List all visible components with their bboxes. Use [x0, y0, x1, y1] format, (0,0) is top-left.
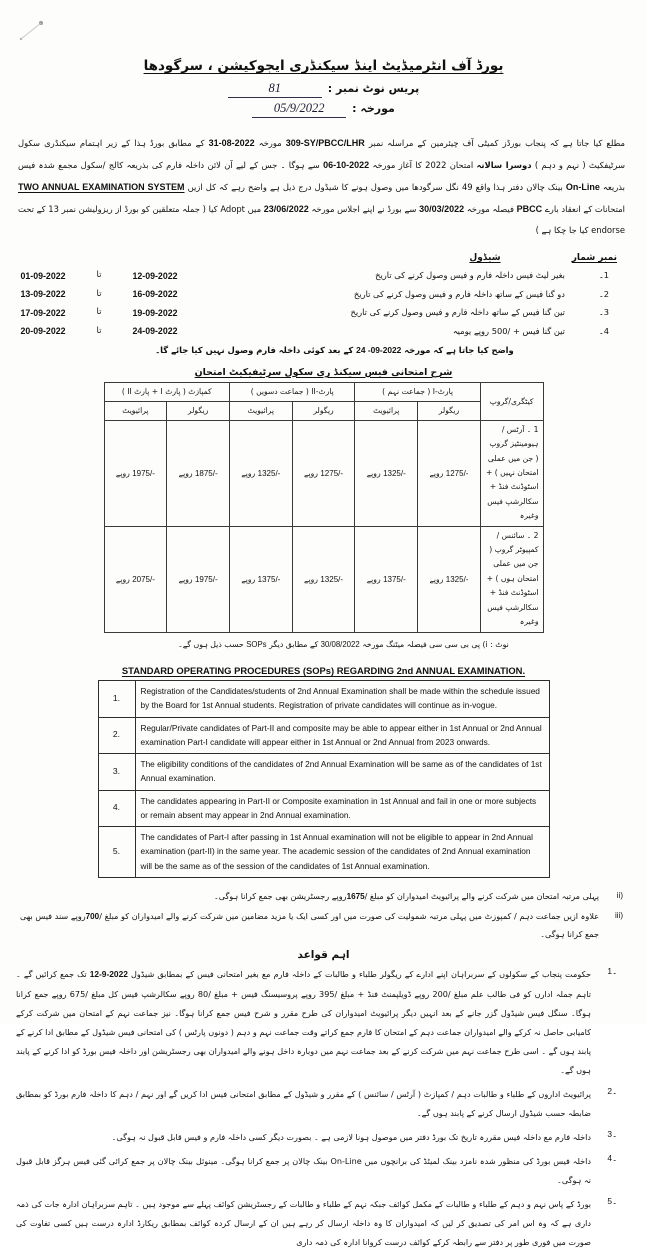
- sop-row: [98, 754, 549, 791]
- footnote-date: 30/08/2022: [320, 639, 360, 649]
- fee-cell-p2-private: [229, 526, 292, 632]
- sop-row-text: The eligibility conditions of the candidates of 2nd Annual Examination will be same as of the candidates of 1st Annual examination.: [135, 754, 549, 791]
- fee-cell-p1-private: [355, 526, 418, 632]
- fee-cell-comp-regular: [167, 526, 230, 632]
- rule-item: [16, 1128, 625, 1147]
- schedule-header-row: [0, 253, 617, 263]
- roman-note-text-a: علاوہ ازیں جماعت دہم / کمپوزٹ میں پہلی مرتبہ شمولیت کی صورت میں اور کسی ایک یا مزید مضامین میں شرکت کرنے والے امیدواران کو مبلغ /: [99, 910, 599, 921]
- rule-item: [16, 965, 625, 1080]
- fee-cell-p1-regular: [418, 420, 481, 526]
- fee-table: [104, 382, 544, 633]
- press-note-number: 81: [228, 81, 322, 98]
- roman-note: [20, 908, 623, 943]
- fee-table-header-row-1: [104, 382, 543, 401]
- schedule-row-from: 20-09-2022: [20, 326, 66, 337]
- schedule-row-description: دو گنا فیس کے ساتھ داخلہ فارم و فیس وصول کرنے کی تاریخ: [353, 288, 565, 299]
- fee-amount: 1275/-: [445, 468, 469, 478]
- rule-number: 3۔: [607, 1128, 617, 1139]
- date-label: مورخہ :: [352, 102, 395, 115]
- fee-cell-p2-private: [229, 420, 292, 526]
- roman-note-amount: 1675: [346, 891, 365, 901]
- intro-line2-a: امتحان 2022 کا آغاز مورخہ: [372, 160, 474, 171]
- schedule-deadline-note: [0, 345, 617, 355]
- exam-start-date: 06-10-2022: [323, 160, 370, 171]
- schedule-row-description: بغیر لیٹ فیس داخلہ فارم و فیس وصول کرنے کی تاریخ: [375, 270, 565, 281]
- roman-note-body: [20, 908, 599, 943]
- fee-amount: 1325/-: [320, 574, 344, 584]
- fee-table-title: شرح امتحانی فیس سیکنڈ ری سکول سرٹیفیکیٹ امتحان: [194, 366, 453, 378]
- schedule-row: [0, 322, 617, 340]
- fee-table-row: [104, 526, 543, 632]
- fee-amount: 1975/-: [194, 574, 218, 584]
- pbcc-letter-date: 31-08-2022: [208, 138, 255, 148]
- press-note-number-row: [224, 81, 424, 98]
- schedule-row-number: 3۔: [598, 307, 609, 318]
- sop-row-number: 2.: [98, 717, 135, 754]
- rule-text-b: تک جمع کرائیں گے ۔ تاہم جملہ ادارں کو فی طالب علم مبلغ /200 روپے ڈویلپمنٹ فنڈ + مبلغ /395 روپے پروسیسنگ فیس + مبلغ /80 روپے سکالرشپ فیس کل مبلغ /675 روپے جمع کرانا ہوگا۔ سنگل فیس شیڈول گزر جانے کے بعد انہیں دیگر پرائیویٹ امیدواران کی طرح مقرر و شرح فیس جمع کرانا ہوگا۔ نیز جماعت نہم کے امتحان میں شرکت کرکے کامیابی حاصل نہ کرکے والے امیدواران جماعت دہم کے امتحان کا فارم جمع کراتے وقت جماعت نہم و دہم ( دونوں پارٹس ) کی امتحانی فیس شیڈول کے مطابق ادا کرنے کے پابند ہوں گے ۔ اسی طرح جماعت نہم میں شرکت کرنے کے بعد جماعت نہم میں دوبارہ داخل ہونے والے امیدواران بھی رجسٹریشن اور داخلہ فیس بورڈ کو ادا کرنے کے پابند ہوں گے۔: [16, 968, 591, 1075]
- rule-text: بورڈ کے پاس نہم و دہم کے طلباء و طالبات کے مکمل کوائف جبکہ نہم کے طلباء و طالبات کے رجسٹریشن کوائف پہلے سے موجود ہیں ۔ تاہم سربراہان ادارہ جات کی ذمہ داری ہے کہ وہ اس امر کی تصدیق کر لیں کہ امیدواران کا وہ داخلہ ارسال کر رہے ہیں ان کے ارسال کردہ کوائف بمطابق ریکارڈ ادارہ درست ہیں کسی تفاوت کی صورت میں فوری طور پر دفتر سے رابطہ کرکے کوائف درست کروانا ادارہ کی ذمہ داری: [16, 1198, 591, 1247]
- fee-row-category: 1 ۔ آرٹس / ہیومینٹیز گروپ ( جن میں عملی امتحان نہیں ) + اسٹوڈنٹ فنڈ + سکالرشپ فیس وغیرہ: [480, 420, 543, 526]
- fee-amount: 1275/-: [320, 468, 344, 478]
- intro-second-annual: دوسرا سالانہ: [476, 160, 532, 171]
- rule-number: 2۔: [607, 1085, 617, 1096]
- fee-sub-private: پرائیویٹ: [104, 401, 167, 420]
- fee-cell-p1-regular: [418, 526, 481, 632]
- two-annual-system-term: TWO ANNUAL EXAMINATION SYSTEM: [18, 182, 185, 193]
- schedule-row: [0, 267, 617, 285]
- fee-col-group: کیٹگری/گروپ: [480, 382, 543, 420]
- fee-currency: روپے: [178, 574, 193, 584]
- fee-amount: 1325/-: [383, 468, 406, 478]
- fee-sub-regular: ریگولر: [292, 401, 355, 420]
- rule-text-a: حکومت پنجاب کے سکولوں کے سربراہان اپنے ادارے کے ریگولر طلباء و طالبات کے داخلہ فارم مع بغیر امتحانی فیس کے بمطابق شیڈول: [130, 968, 591, 979]
- sop-row: [98, 717, 549, 754]
- sop-row-number: 5.: [98, 827, 135, 878]
- schedule-row-from: 01-09-2022: [20, 270, 66, 281]
- fee-table-header-row-2: [104, 401, 543, 420]
- schedule-note-suffix: کے بعد کوئی داخلہ فارم وصول نہیں کیا جائے گا۔: [155, 344, 354, 355]
- pbcc-letter-ref: 309-SY/PBCC/LHR: [285, 138, 365, 148]
- intro-line1-c: کے مطابق بورڈ ہذا کے زیر اہتمام سیکنڈری سکول سرٹیفکیٹ ( نہم و دہم ): [18, 138, 625, 171]
- intro-line3-d: سے بورڈ نے اپنے اجلاس مورخہ: [311, 204, 417, 215]
- sop-row: [98, 790, 549, 827]
- schedule-note-date: 24 -09-2022: [356, 344, 402, 355]
- sop-row: [98, 680, 549, 717]
- roman-note-text-b: روپے سند فیس بھی جمع کرانا ہوگی۔: [20, 910, 599, 939]
- fee-amount: 1325/-: [257, 468, 281, 478]
- schedule-rows: [0, 267, 617, 341]
- schedule-row-number: 2۔: [598, 288, 609, 299]
- roman-note: [20, 888, 623, 906]
- intro-paragraph: [18, 132, 625, 241]
- online-keyword: On-Line: [565, 182, 600, 193]
- schedule-row-description: تین گنا فیس کے ساتھ داخلہ فارم و فیس وصول کرنے کی تاریخ: [350, 307, 565, 318]
- fee-currency: روپے: [429, 468, 444, 478]
- fee-currency: روپے: [241, 468, 256, 478]
- schedule-row-number: 1۔: [598, 270, 609, 281]
- rule-item: [16, 1195, 625, 1252]
- roman-note-body: [20, 888, 599, 906]
- fee-currency: روپے: [366, 574, 381, 584]
- schedule-row-separator: تا: [96, 270, 102, 281]
- schedule-row: [0, 304, 617, 322]
- fee-currency: روپے: [115, 468, 130, 478]
- pbcc-decision-date: 30/03/2022: [419, 204, 465, 215]
- roman-note-text-b: روپے رجسٹریشن بھی جمع کرانا ہوگی۔: [213, 890, 347, 901]
- schedule-row-from: 17-09-2022: [20, 307, 66, 318]
- schedule-row-number: 4۔: [598, 325, 609, 336]
- footnote-suffix: حسب ذیل ہوں گے۔: [178, 639, 244, 649]
- sop-section-title: STANDARD OPERATING PROCEDURES (SOPs) REGARDING 2nd ANNUAL EXAMINATION.: [121, 664, 526, 676]
- pbcc-abbrev: PBCC: [516, 204, 543, 215]
- fee-cell-p2-regular: [292, 526, 355, 632]
- fee-currency: روپے: [115, 574, 130, 584]
- rule-item: [16, 1085, 625, 1123]
- schedule-row-to: 16-09-2022: [132, 289, 178, 300]
- intro-line3-b: امتحانات کے انعقاد بارے: [544, 204, 625, 215]
- fee-sub-private: پرائیویٹ: [355, 401, 418, 420]
- footnote-sops: SOPs: [246, 639, 267, 649]
- rule-number: 4۔: [607, 1152, 617, 1163]
- sop-row-text: The candidates of Part-I after passing in 1st Annual examination will not be eligible to appear in 2nd Annual examination (part-II) in the same year. The academic session of the candidates of 2nd Annual examination will be the same as of the session of the candidates of 1st Annual examination.: [135, 827, 549, 878]
- schedule-row-to: 24-09-2022: [132, 326, 178, 337]
- fee-amount: 2075/-: [132, 574, 155, 584]
- fee-currency: روپے: [366, 468, 381, 478]
- rules-section-title: اہم قواعد: [297, 948, 350, 961]
- schedule-row-separator: تا: [96, 325, 102, 336]
- intro-line4: Adopt کیا ( جملہ متعلقین کو بورڈ از ریزولیشن نمبر 13 کے تحت endorse کیا جا چکا ہے ): [18, 204, 625, 236]
- sop-row-number: 3.: [98, 754, 135, 791]
- rule-text: داخلہ فارم مع داخلہ فیس مقررہ تاریخ تک بورڈ دفتر میں موصول ہونا لازمی ہے ۔ بصورت دیگر کسی داخلہ فارم و فیس قابل قبول نہ ہوگی۔: [111, 1131, 591, 1142]
- sop-row-number: 4.: [98, 790, 135, 827]
- fee-cell-p2-regular: [292, 420, 355, 526]
- fee-table-row: [104, 420, 543, 526]
- schedule-row: [0, 285, 617, 303]
- intro-line3-a: واضح رہے کہ کل ازیں: [187, 182, 267, 193]
- board-meeting-date: 23/06/2022: [263, 204, 309, 215]
- rule-text: [16, 965, 591, 1080]
- rules-section: [16, 965, 625, 1252]
- roman-note-text-a: پہلی مرتبہ امتحان میں شرکت کرنے والے پرائیویٹ امیدواران کو مبلغ /: [364, 890, 599, 901]
- fee-currency: روپے: [304, 574, 318, 584]
- rule-deadline-date: 12-9-2022: [89, 968, 128, 979]
- schedule-row-to: 12-09-2022: [132, 270, 178, 281]
- sop-row-text: Regular/Private candidates of Part-II and composite may be able to appear either in 1st Annual or 2nd Annual examination Part-I candidate will appear either in 1st Annual or 2nd Annual from 2023 onwards.: [135, 717, 549, 754]
- sop-table: [98, 680, 550, 878]
- roman-note-amount: 700: [85, 911, 100, 921]
- fee-col-composite: کمپازٹ ( پارٹ I + پارٹ II ): [104, 382, 229, 401]
- sop-row-text: Registration of the Candidates/students of 2nd Annual Examination shall be made within the schedule issued by the Board for 1st Annual students. Registration of private candidates will continue as in-vogue.: [135, 680, 549, 717]
- schedule-row-separator: تا: [96, 288, 102, 299]
- intro-line1-b: مورخہ: [258, 138, 282, 148]
- press-note-meta: [224, 81, 424, 118]
- intro-line3-c: فیصلہ مورخہ: [466, 204, 514, 215]
- fee-col-part1: پارٹ-I ( جماعت نہم ): [355, 382, 480, 401]
- sop-row: [98, 827, 549, 878]
- rule-number: 5۔: [607, 1195, 617, 1206]
- rule-number: 1۔: [607, 965, 617, 976]
- fee-table-footnote: [0, 638, 647, 652]
- sop-row-number: 1.: [98, 680, 135, 717]
- schedule-note-prefix: واضح کیا جاتا ہے کہ مورخہ: [404, 344, 514, 355]
- footnote-mid: کے مطابق دیگر: [269, 639, 319, 649]
- schedule-row-separator: تا: [96, 307, 102, 318]
- fee-cell-comp-private: [104, 420, 167, 526]
- roman-note-mark: iii): [615, 910, 623, 920]
- rule-text: داخلہ فیس بورڈ کی منظور شدہ نامزد بینک لمیٹڈ کی برانچوں میں On-Line بینک چالان پر جمع کرانا ہوگی۔ مینوئل بینک چالان پر جمع کرائی گئی فیس ہرگز قابل قبول نہ ہوگی۔: [16, 1155, 592, 1185]
- fee-amount: 1325/-: [445, 574, 469, 584]
- fee-amount: 1375/-: [383, 574, 406, 584]
- fee-cell-comp-regular: [167, 420, 230, 526]
- fee-amount: 1375/-: [257, 574, 281, 584]
- fee-currency: روپے: [429, 574, 444, 584]
- intro-line2-c: مجمع شدہ فیس بذریعہ: [18, 160, 625, 193]
- press-note-date-row: [224, 101, 424, 118]
- roman-notes-section: [20, 888, 623, 943]
- sop-row-text: The candidates appearing in Part-II or Composite examination in 1st Annual and fail in one or more subjects or remain absent may appear in 2nd Annual examination.: [135, 790, 549, 827]
- rule-text: پرائیویٹ اداروں کے طلباء و طالبات دہم / کمپازٹ ( آرٹس / سائنس ) کے مقرر و شیڈول کے مطابق امتحانی فیس ادا کریں گے اور نہم / دہم کا داخلہ فارم بورڈ کو بمطابق ضابطہ حسب شیڈول ارسال کرنے کے پابند ہوں گے۔: [16, 1088, 591, 1118]
- document-header: [0, 0, 647, 118]
- board-title: بورڈ آف انٹرمیڈیٹ اینڈ سیکنڈری ایجوکیشن ، سرگودھا: [143, 58, 504, 74]
- rule-item: [16, 1152, 625, 1190]
- press-note-label: پریس نوٹ نمبر :: [327, 82, 420, 95]
- roman-note-mark: ii): [616, 890, 623, 900]
- fee-amount: 1875/-: [194, 468, 218, 478]
- schedule-col-number: نمبر شمار: [571, 252, 617, 263]
- intro-line3-e: میں: [247, 204, 262, 215]
- fee-cell-comp-private: [104, 526, 167, 632]
- schedule-row-from: 13-09-2022: [20, 289, 66, 300]
- fee-sub-regular: ریگولر: [418, 401, 481, 420]
- footnote-prefix: نوٹ : i) پی بی سی سی فیصلہ میٹنگ مورخہ: [362, 639, 509, 649]
- fee-sub-regular: ریگولر: [167, 401, 230, 420]
- fee-sub-private: پرائیویٹ: [229, 401, 292, 420]
- fee-currency: روپے: [178, 468, 193, 478]
- schedule-col-title: شیڈول: [469, 252, 501, 263]
- fee-currency: روپے: [304, 468, 318, 478]
- schedule-row-to: 19-09-2022: [132, 307, 178, 318]
- fee-col-part2: پارٹ-II ( جماعت دسویں ): [229, 382, 354, 401]
- fee-amount: 1975/-: [132, 468, 155, 478]
- intro-line2-d: بینک چالان دفتر ہذا واقع 49 نگل سرگودھا میں وصول ہونے کا شیڈول درج ذیل ہے: [269, 182, 563, 193]
- intro-line1-a: مطلع کیا جاتا ہے کہ پنجاب بورڈز کمیٹی آف چیئرمین کے مراسلہ نمبر: [368, 138, 626, 148]
- fee-cell-p1-private: [355, 420, 418, 526]
- fee-currency: روپے: [241, 574, 256, 584]
- schedule-section: [0, 253, 617, 355]
- schedule-row-description: تین گنا فیس + /500 روپے یومیہ: [452, 325, 565, 336]
- fee-row-category: 2 ۔ سائنس / کمپیوٹر گروپ ( جن میں عملی امتحان ہوں ) + اسٹوڈنٹ فنڈ + سکالرشپ فیس وغیرہ: [480, 526, 543, 632]
- intro-line2-b: سے ہوگا ۔ جس کے لیے آن لائن داخلہ فارم کی بذریعہ کالج /سکول: [80, 160, 320, 171]
- date-value: 05/9/2022: [252, 101, 346, 118]
